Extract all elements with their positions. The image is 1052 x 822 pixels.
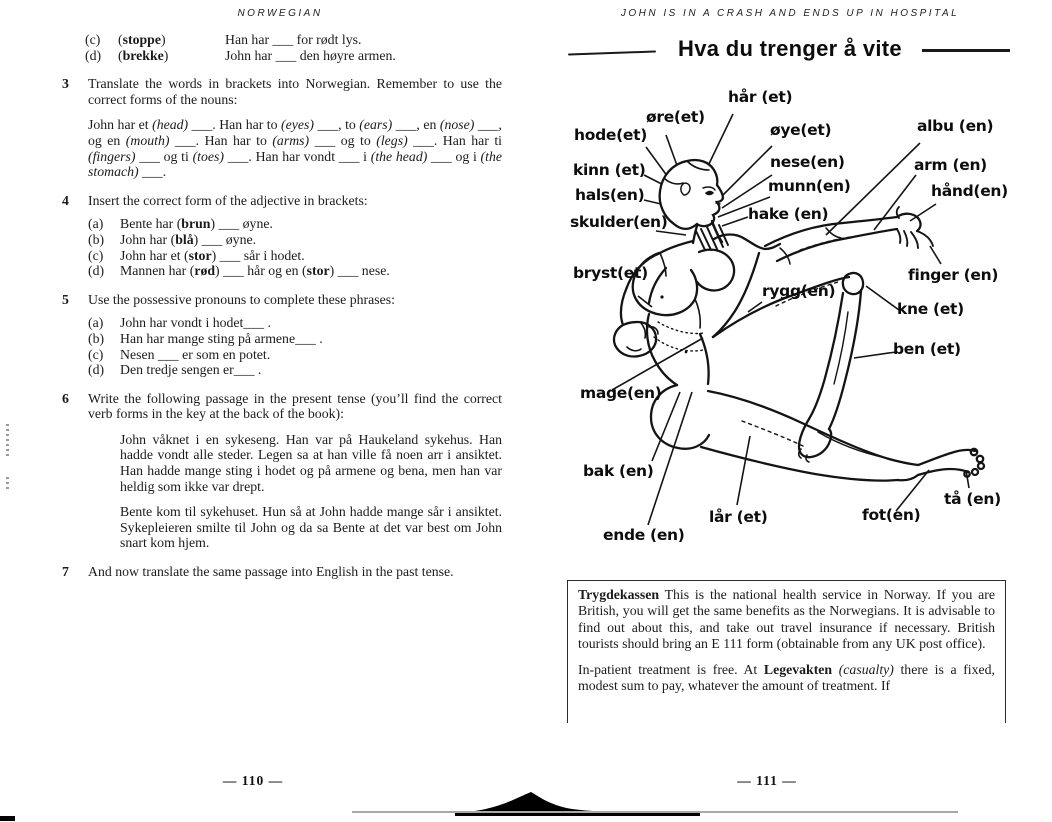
exercise-instructions: And now translate the same passage into English in the past tense. [88,564,454,580]
body-part-label-endeen: ende (en) [603,526,685,544]
item-letter: (d) [88,263,105,279]
item-letter: (b) [88,330,105,346]
body-part-label-ryggen: rygg(en) [762,282,836,300]
body-part-label-brystet: bryst(et) [573,264,648,282]
body-part-label-hnden: hånd(en) [931,182,1008,200]
item-letter: (c) [88,346,104,362]
item-verb: (stoppe) [118,32,166,47]
scan-artifact-mark [6,424,9,458]
item-sentence: Den tredje sengen er___ . [120,362,262,378]
item-verb: (brekke) [118,47,169,63]
left-page-number: — 110 — [222,773,284,788]
body-part-label-munnen: munn(en) [768,177,851,195]
item-sentence: Han har ___ for rødt lys. [225,32,362,47]
scan-corner-mark [0,816,15,821]
exercise-passage: Bente kom til sykehuset. Hun så at John hadde mange sår i ansiktet. Sykepleieren smilte til John og da sa Bente at det var best om John snart kom hjem. [120,504,502,551]
item-letter: (c) [85,32,101,47]
body-part-label-neseen: nese(en) [770,153,845,171]
item-letter: (a) [88,216,104,232]
body-part-label-skulderen: skulder(en) [570,213,668,231]
item-letter: (b) [88,231,105,247]
body-part-label-halsen: hals(en) [575,186,645,204]
body-part-label-albuen: albu (en) [917,117,994,135]
right-running-header: JOHN IS IN A CRASH AND ENDS UP IN HOSPITAL [620,8,960,19]
exercise-instructions: Write the following passage in the present tense (you’ll find the correct verb forms in the key at the back of the book): [88,390,502,422]
exercise-number: 4 [62,192,69,208]
right-page-number: — 111 — [737,773,797,788]
left-running-header: NORWEGIAN [237,8,323,19]
body-part-label-foten: fot(en) [862,506,921,524]
exercise-number: 7 [62,564,69,580]
exercise-number: 3 [62,76,69,92]
info-paragraph: Trygdekassen This is the national health service in Norway. If you are British, you will get the same benefits as the Norwegians. It is advisable to find out about this, and take out travel insurance if necessary. British tourists should bring an E 111 form (obtainable from any UK post office). [578,587,995,652]
exercise-instructions: Use the possessive pronouns to complete these phrases: [88,291,395,307]
exercise-number: 6 [62,390,69,406]
item-sentence: John har (blå) ___ øyne. [120,231,257,247]
exercise-paragraph: John har et (head) ___. Han har to (eyes) ___, to (ears) ___, en (nose) ___, og en (mouth) ___. Han har to (arms) ___ og to (legs) ___. Han har ti (fingers) ___ og ti (toes) ___. Han har vondt ___ i (the head) ___ og i (the stomach) ___. [88,117,502,180]
scan-artifact-mark [6,477,9,491]
item-sentence: Mannen har (rød) ___ hår og en (stor) ___ nese. [120,263,390,279]
body-part-label-kneet: kne (et) [897,300,964,318]
item-letter: (c) [88,247,104,263]
item-sentence: Nesen ___ er som en potet. [120,346,271,362]
body-part-label-hodeet: hode(et) [574,126,647,144]
body-part-label-ten: tå (en) [944,490,1001,508]
body-part-label-hret: hår (et) [728,88,793,106]
page-title: Hva du trenger å vite [678,36,902,61]
info-box [567,580,1006,723]
info-paragraph: In-patient treatment is free. At Legevakten (casualty) there is a fixed, modest sum to pay, whatever the amount of treatment. If [578,661,995,694]
exercise-number: 5 [62,291,69,307]
body-part-label-reet: øre(et) [646,108,705,126]
item-sentence: Bente har (brun) ___ øyne. [120,216,273,232]
scan-bottom-rule [352,811,958,813]
item-sentence: John har et (stor) ___ sår i hodet. [120,247,305,263]
item-sentence: Han har mange sting på armene___ . [120,330,323,346]
item-sentence: John har ___ den høyre armen. [225,47,396,63]
item-letter: (a) [88,315,104,331]
body-part-label-armen: arm (en) [914,156,987,174]
exercise-instructions: Translate the words in brackets into Norwegian. Remember to use the correct forms of the nouns: [88,76,502,107]
body-part-label-yeet: øye(et) [770,121,832,139]
item-letter: (d) [85,47,102,63]
body-part-label-baken: bak (en) [583,462,654,480]
body-part-label-kinnet: kinn (et) [573,161,646,179]
item-sentence: John har vondt i hodet___ . [120,315,271,331]
exercise-passage: John våknet i en sykeseng. Han var på Haukeland sykehus. Han hadde vondt alle steder. Legen sa at han ville få noen arr i ansiktet. Han hadde mange sting i hodet og på armene og bena, men han var heldig som ikke var drept. [120,431,502,494]
body-part-label-lret: lår (et) [709,508,768,526]
body-part-label-mageen: mage(en) [580,384,662,402]
body-part-label-fingeren: finger (en) [908,266,999,284]
body-part-label-benet: ben (et) [893,340,961,358]
exercise-instructions: Insert the correct form of the adjective in brackets: [88,192,368,208]
body-part-label-hakeen: hake (en) [748,205,829,223]
item-letter: (d) [88,362,105,378]
